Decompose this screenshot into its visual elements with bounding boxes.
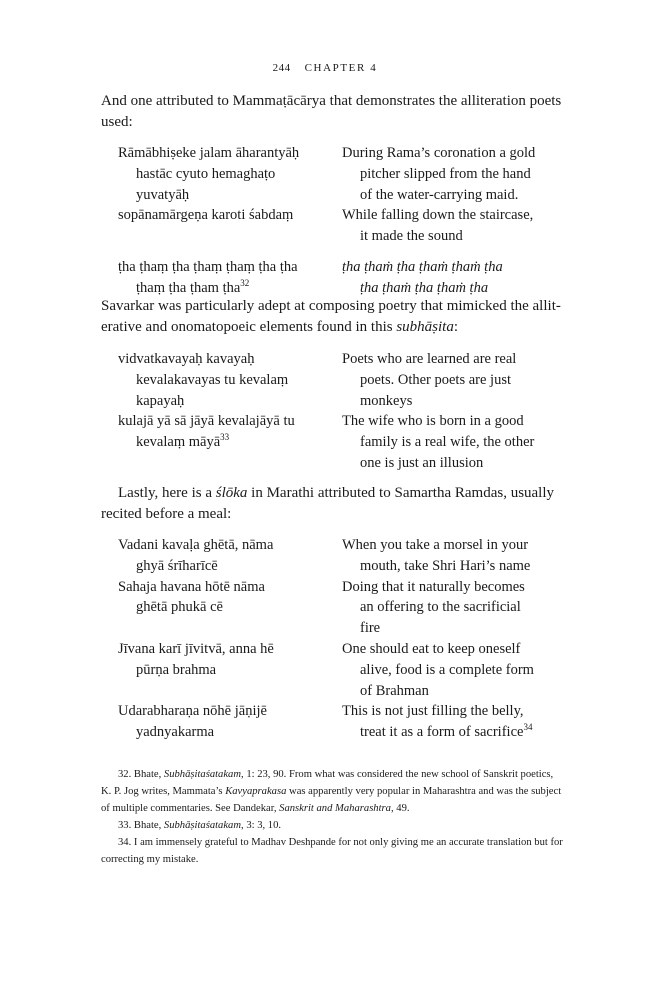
verse-line: Jīvana karī jīvitvā, anna hē <box>118 640 274 657</box>
verse-line: pitcher slipped from the hand <box>360 165 531 182</box>
paragraph-3 <box>101 483 563 525</box>
verse-line: Vadani kavaḷa ghētā, nāma <box>118 537 274 553</box>
verse-line: yadnyakarma <box>136 724 215 741</box>
verse-line: fire <box>360 620 381 637</box>
text-line: Savarkar was particularly adept at composing poetry that mimicked the allit- <box>101 298 561 314</box>
verse-row <box>118 205 564 247</box>
chapter-label: CHAPTER 4 <box>304 62 378 74</box>
verse-line: ghyā śrīharīcē <box>136 557 218 574</box>
verse-original <box>118 577 342 639</box>
verse-original <box>118 535 342 577</box>
verse-original <box>118 411 342 473</box>
text-span: was apparently very popular in Maharashtra and was the subject of multiple commentaries. See Dandekar, <box>101 786 562 814</box>
verse-line: it made the sound <box>360 228 463 245</box>
verse-line: Doing that it naturally becomes <box>342 578 525 595</box>
cited-title: Subhāṣitaśatakam <box>163 769 242 780</box>
verse-line: Sahaja havana hōtē nāma <box>118 578 265 595</box>
footnote-32 <box>101 766 563 817</box>
verse-translation <box>342 577 564 639</box>
verse-row <box>118 411 564 473</box>
verse-translation <box>342 639 564 701</box>
verse-text: kevalaṃ māyā <box>136 434 221 451</box>
text-span: in Marathi attributed to Samartha Ramdas, usually <box>247 485 555 501</box>
footnote-34 <box>101 834 563 868</box>
verse-line: ṭha ṭhaṁ ṭha ṭhaṁ ṭhaṁ ṭha <box>342 258 503 275</box>
verse-row <box>118 639 564 701</box>
verse-line: yuvatyāḥ <box>136 186 190 203</box>
verse-line <box>342 722 564 743</box>
text-span: , 1: 23, 90. From what was considered the new school of Sanskrit poetics, K. P. Jog writes, Mammata’s <box>101 769 554 797</box>
verse-line: kevalakavayas tu kevalaṃ <box>136 371 289 388</box>
running-header <box>0 62 650 74</box>
text-span: 32. Bhate, <box>118 769 164 780</box>
verse-original <box>118 143 342 205</box>
term-subhasita: subhāṣita <box>396 319 454 335</box>
verse-line: pūrṇa brahma <box>136 661 217 678</box>
footnote-ref-34[interactable]: 34 <box>523 722 533 733</box>
verse-original <box>118 349 342 411</box>
verse-row <box>118 257 564 299</box>
verse-row <box>118 577 564 639</box>
verse-line: poets. Other poets are just <box>360 371 512 388</box>
verse-line: monkeys <box>360 392 413 409</box>
text-line <box>101 317 563 338</box>
footnote-33 <box>101 817 563 834</box>
verse-translation <box>342 257 564 299</box>
verse-line: family is a real wife, the other <box>360 434 535 451</box>
verse-original <box>118 205 342 247</box>
verse-line: ghētā phukā cē <box>136 599 223 616</box>
verse-translation <box>342 411 564 473</box>
verse-row <box>118 701 564 743</box>
verse-text: ṭhaṃ ṭha ṭham ṭha <box>136 279 241 296</box>
verse-translation <box>342 535 564 577</box>
text-span: , 49. <box>390 803 410 814</box>
paragraph-2 <box>101 296 563 338</box>
verse-line: of Brahman <box>360 682 429 699</box>
verse-row <box>118 143 564 205</box>
cited-title: Sanskrit and Maharashtra <box>279 803 391 814</box>
cited-title: Kavyaprakasa <box>225 786 287 797</box>
verse-original <box>118 257 342 299</box>
verse-line: of the water-carrying maid. <box>360 186 519 203</box>
verse-line: hastāc cyuto hemaghaṭo <box>136 165 276 182</box>
verse-line: Poets who are learned are real <box>342 351 517 367</box>
verse-original <box>118 701 342 743</box>
verse-line: alive, food is a complete form <box>360 661 534 678</box>
verse-line: This is not just filling the belly, <box>342 703 524 720</box>
verse-block-1 <box>118 143 564 299</box>
footnote-ref-33[interactable]: 33 <box>220 432 230 443</box>
verse-translation <box>342 701 564 743</box>
verse-line: an offering to the sacrificial <box>360 599 521 616</box>
cited-title: Subhāṣitaśatakam <box>163 820 242 831</box>
verse-line: When you take a morsel in your <box>342 537 529 553</box>
text-span: , 3: 3, 10. <box>241 820 282 831</box>
paragraph-1 <box>101 91 563 133</box>
verse-line: The wife who is born in a good <box>342 413 524 430</box>
text-span: 33. Bhate, <box>118 820 164 831</box>
verse-line: one is just an illusion <box>360 454 484 471</box>
verse-line: During Rama’s coronation a gold <box>342 145 536 161</box>
verse-translation <box>342 349 564 411</box>
text-line: recited before a meal: <box>101 506 232 522</box>
verse-line: sopānamārgeṇa karoti śabdaṃ <box>118 207 294 224</box>
text-line <box>101 483 563 504</box>
verse-line: One should eat to keep oneself <box>342 640 521 657</box>
text-span: 34. I am immensely grateful to Madhav Deshpande for not only giving me an accurate translation but for correcting my mistake. <box>101 837 563 865</box>
text-line: used: <box>101 114 133 130</box>
verse-line: While falling down the staircase, <box>342 207 534 224</box>
text-span: erative and onomatopoeic elements found in this <box>101 319 397 335</box>
verse-line: vidvatkavayaḥ kavayaḥ <box>118 351 255 367</box>
verse-text: treat it as a form of sacrifice <box>360 724 524 741</box>
verse-block-2 <box>118 349 564 474</box>
verse-row <box>118 349 564 411</box>
page-number: 244 <box>272 62 291 74</box>
verse-line: ṭha ṭhaṃ ṭha ṭhaṃ ṭhaṃ ṭha ṭha <box>118 258 298 275</box>
footnote-ref-32[interactable]: 32 <box>240 277 250 288</box>
verse-block-3 <box>118 535 564 743</box>
verse-line <box>118 432 342 453</box>
verse-line: kulajā yā sā jāyā kevalajāyā tu <box>118 413 295 430</box>
text-span: Lastly, here is a <box>118 485 216 501</box>
verse-line: Udarabharaṇa nōhē jāṇijē <box>118 703 267 720</box>
verse-line: mouth, take Shri Hari’s name <box>360 557 531 574</box>
text-span: : <box>453 319 459 335</box>
verse-translation <box>342 143 564 205</box>
verse-row <box>118 535 564 577</box>
text-line: And one attributed to Mammaṭācārya that demonstrates the alliteration poets <box>101 93 562 109</box>
verse-line: kapayaḥ <box>136 392 185 409</box>
footnotes <box>101 766 563 868</box>
verse-line: ṭha ṭhaṁ ṭha ṭhaṁ ṭha <box>360 279 489 296</box>
verse-line: Rāmābhiṣeke jalam āharantyāḥ <box>118 145 300 161</box>
verse-translation <box>342 205 564 247</box>
verse-original <box>118 639 342 701</box>
term-sloka: ślōka <box>215 485 248 501</box>
